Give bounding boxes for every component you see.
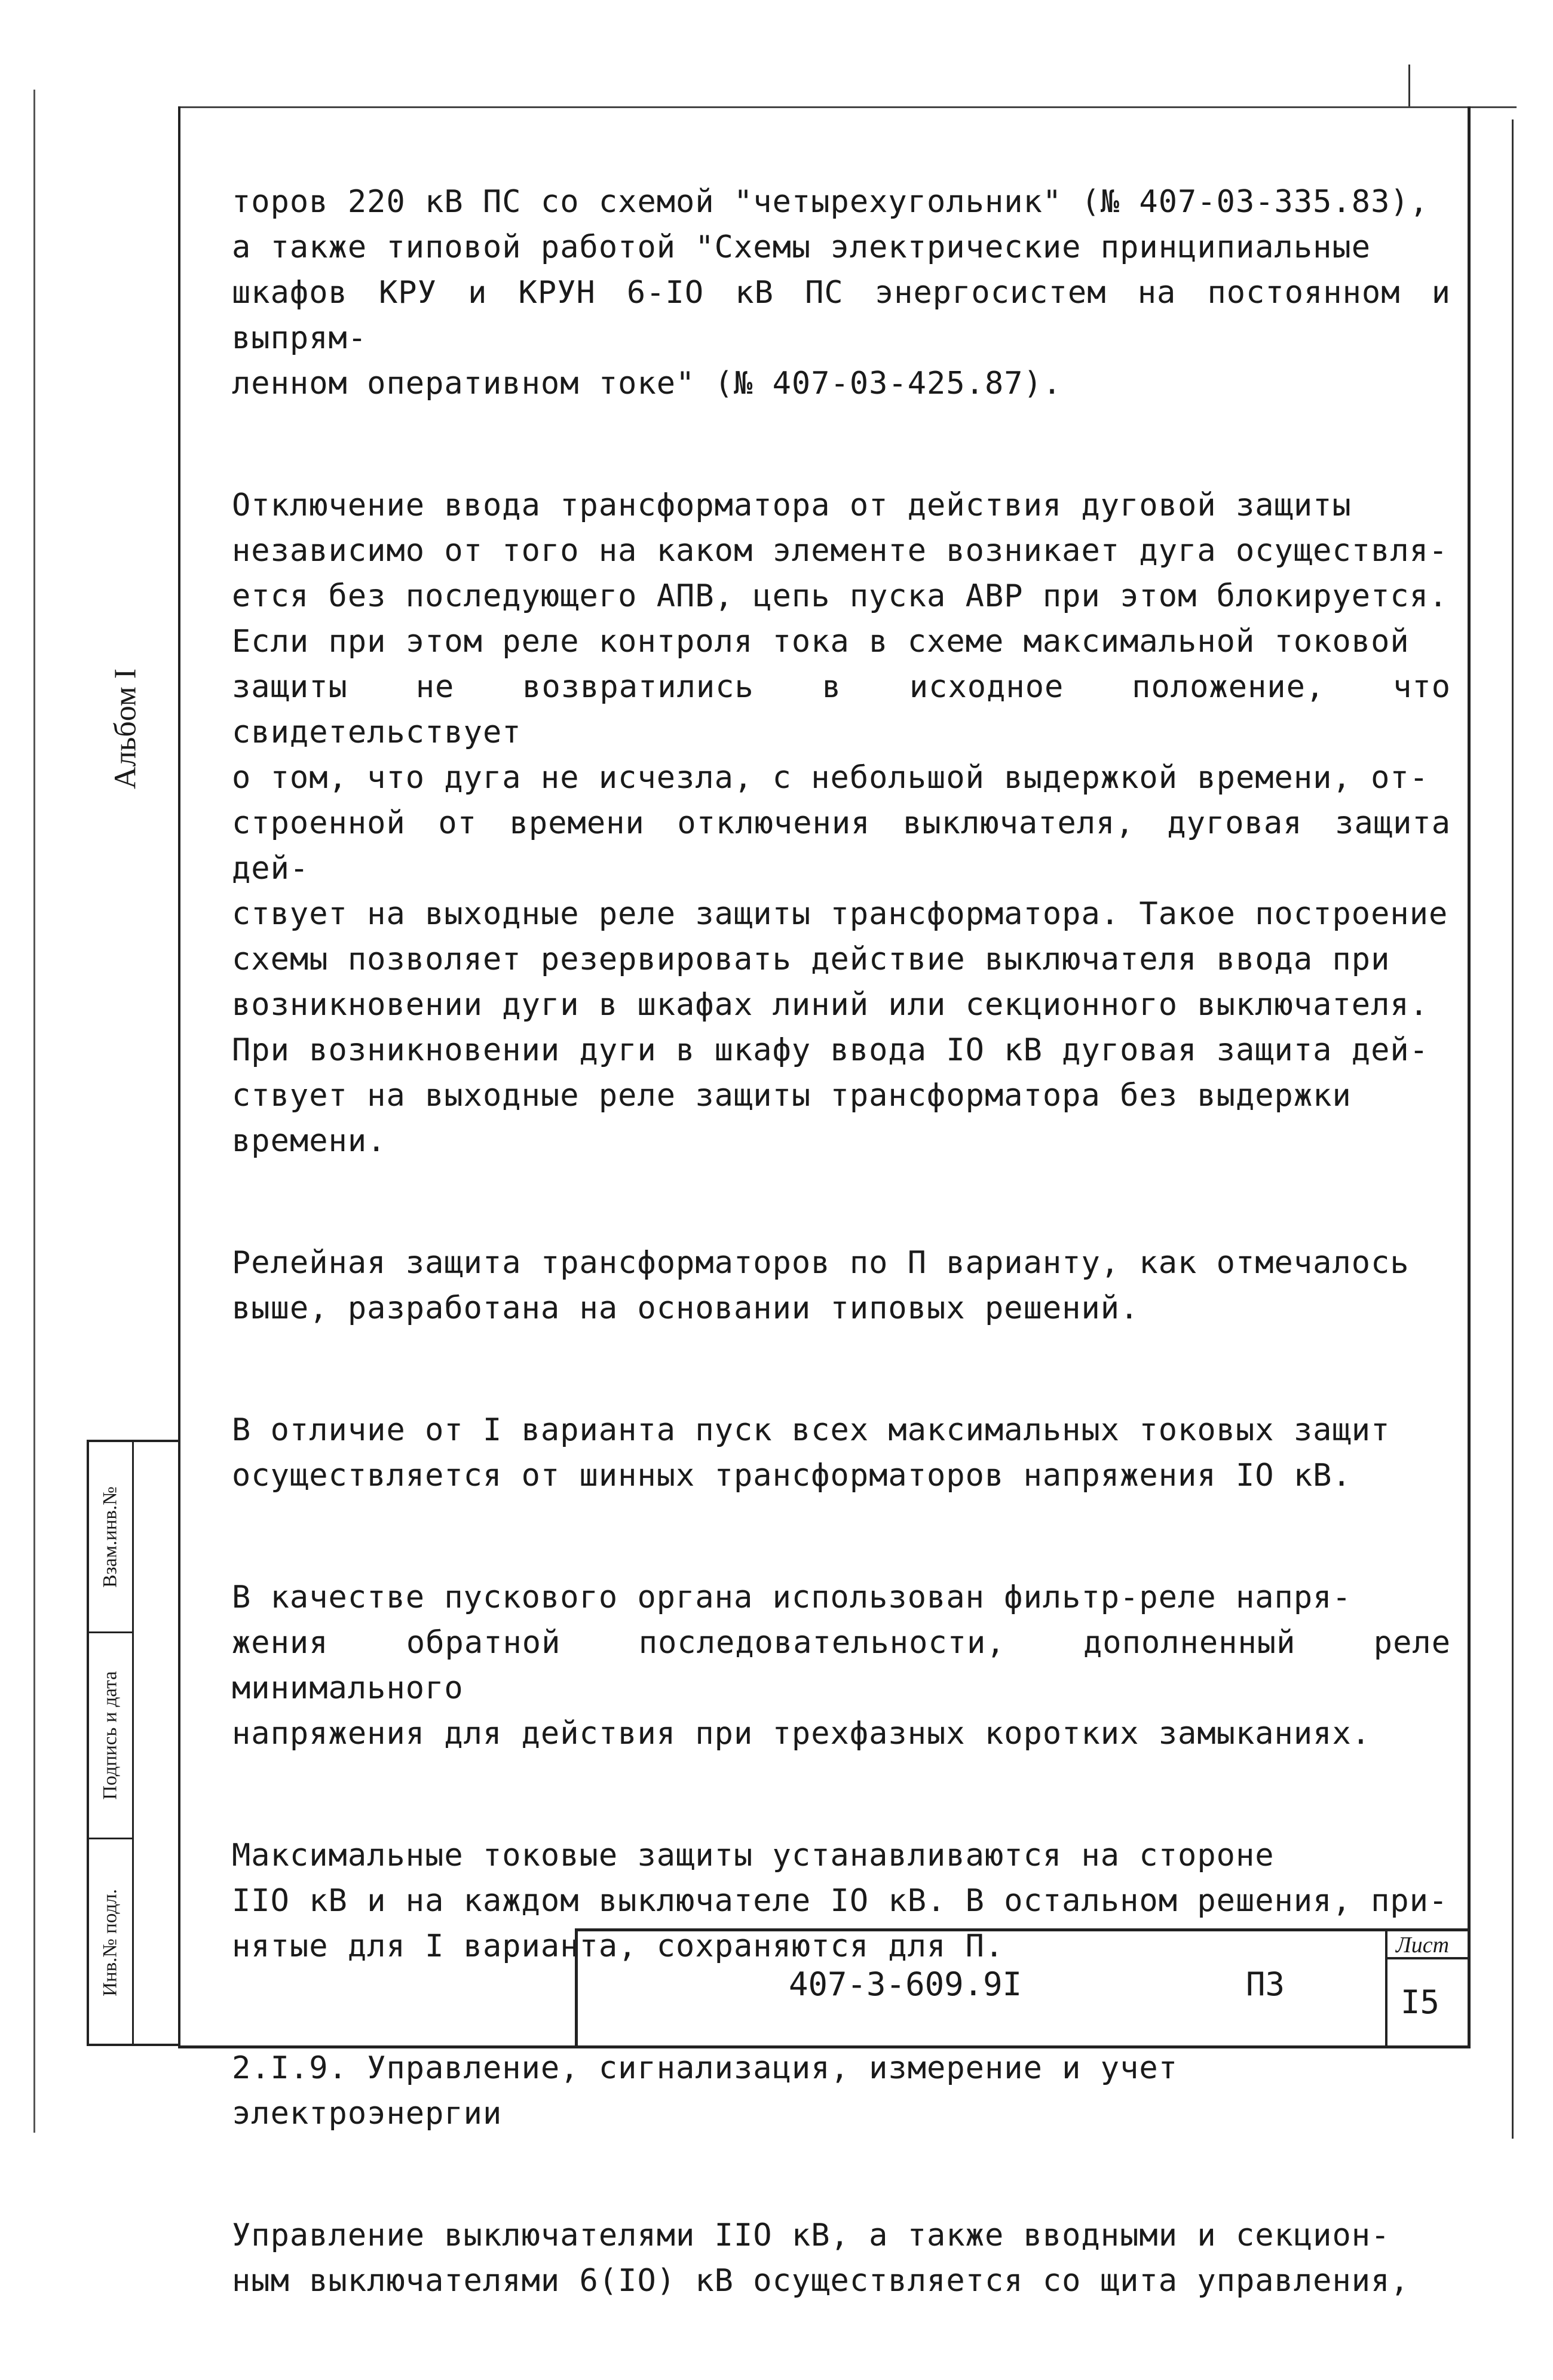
paragraph-relay-protection: Релейная защита трансформаторов по П варианту, как отмечалось выше, разработана на основании типовых решений. bbox=[232, 1245, 1410, 1326]
side-stamp-table bbox=[87, 1440, 178, 2046]
document-body bbox=[232, 179, 1451, 2380]
title-block bbox=[575, 1928, 1471, 2048]
sheet-label: Лист bbox=[1396, 1933, 1450, 1958]
album-label bbox=[90, 633, 161, 824]
stamp-label-inventory: Инв.№ подл. bbox=[99, 1889, 121, 1996]
frame-left-border bbox=[178, 106, 180, 2048]
stamp-cell-replacement bbox=[89, 1442, 132, 1633]
frame-tick-mark bbox=[1408, 65, 1410, 106]
stamp-label-replacement: Взам.инв.№ bbox=[99, 1486, 121, 1588]
document-type: ПЗ bbox=[1246, 1965, 1285, 2003]
frame-top-border bbox=[178, 106, 1517, 108]
page-edge-line bbox=[1512, 119, 1514, 2139]
paragraph-continuation: торов 220 кВ ПС со схемой "четырехугольник" (№ 407-03-335.83), а также типовой работой "Схемы электрические принципиальные шкафов КРУ и КРУН 6-IO кВ ПС энергосистем на постоянном и выпрям- ленном оперативном токе" (№ 407-03-425.87). bbox=[232, 184, 1451, 401]
stamp-label-signature: Подпись и дата bbox=[99, 1671, 121, 1800]
album-label-text: Альбом I bbox=[108, 668, 143, 789]
frame-right-border bbox=[1468, 106, 1471, 2048]
sheet-number: I5 bbox=[1401, 1983, 1440, 2021]
stamp-cell-signature bbox=[89, 1633, 132, 1839]
margin-line bbox=[33, 90, 35, 2133]
section-heading: 2.I.9. Управление, сигнализация, измерение и учет электроэнергии bbox=[232, 2050, 1178, 2131]
paragraph-start-organ: В качестве пускового органа использован фильтр-реле напря- жения обратной последовательности, дополненный реле минимального напряжения для действия при трехфазных коротких замыканиях. bbox=[232, 1579, 1451, 1752]
paragraph-variant-difference: В отличие от I варианта пуск всех максимальных токовых защит осуществляется от шинных трансформаторов напряжения IO кВ. bbox=[232, 1412, 1390, 1493]
stamp-cell-inventory bbox=[89, 1839, 132, 2046]
paragraph-overcurrent: Максимальные токовые защиты устанавливаются на стороне IIO кВ и на каждом выключателе IO кВ. В остальном решения, при- нятые для I варианта, сохраняются для П. bbox=[232, 1838, 1448, 1964]
paragraph-control: Управление выключателями IIO кВ, а также вводными и секцион- ным выключателями 6(IO) кВ осуществляется со щита управления, bbox=[232, 2218, 1410, 2299]
document-code: 407-3-609.9I bbox=[789, 1965, 1022, 2003]
paragraph-arc-protection: Отключение ввода трансформатора от действия дуговой защиты независимо от того на каком элементе возникает дуга осуществля- ется без последующего АПВ, цепь пуска АВР при этом блокируется. Если при этом реле контроля тока в схеме максимальной токовой защиты не возвратились в исходное положение, что свидетельствует о том, что дуга не исчезла, с небольшой выдержкой времени, от- строенной от времени отключения выключателя, дуговая защита дей- ствует на выходные реле защиты трансформатора. Такое построение схемы позволяет резервировать действие выключателя ввода при возникновении дуги в шкафах линий или секционного выключателя. При возникновении дуги в шкафу ввода IO кВ дуговая защита дей- ствует на выходные реле защиты трансформатора без выдержки времени. bbox=[232, 487, 1451, 1159]
